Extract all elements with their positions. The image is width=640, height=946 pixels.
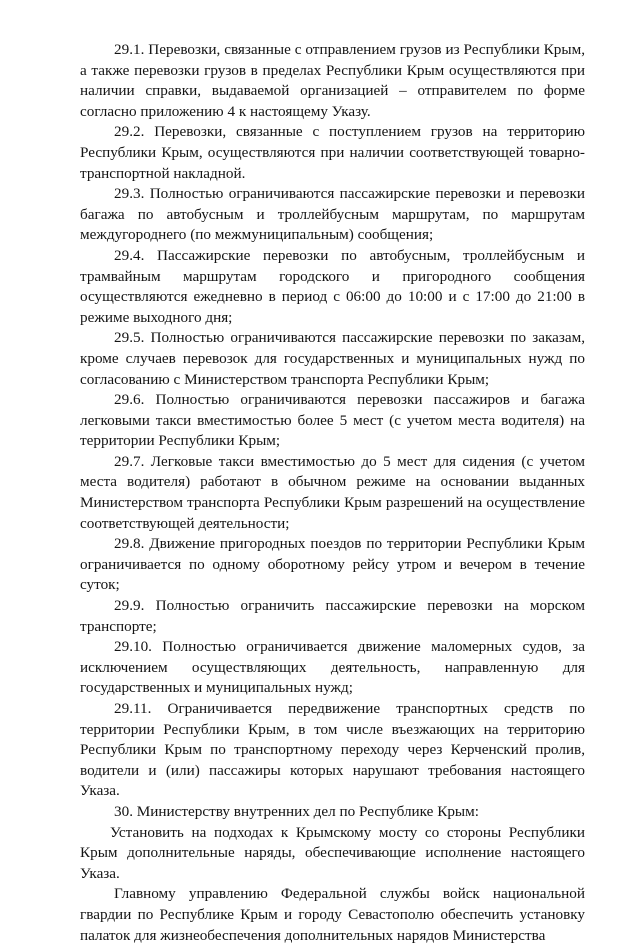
paragraph-29-11: 29.11. Ограничивается передвижение транспортных средств по территории Республики Крым, в том числе въезжающих на территорию Республики Крым по транспортному переходу через Керченский пролив, водители и (или) пассажиры которых нарушают требования настоящего Указа. [80,700,585,800]
paragraph-29-4: 29.4. Пассажирские перевозки по автобусным, троллейбусным и трамвайным маршрутам городского и пригородного сообщения осуществляются ежедневно в период с 06:00 до 10:00 и с 17:00 до 21:00 в режиме выходного дня; [80,246,585,326]
paragraph-29-2: 29.2. Перевозки, связанные с поступлением грузов на территорию Республики Крым, осуществляются при наличии соответствующей товарно-транспортной накладной. [80,123,585,182]
paragraph-29-8: 29.8. Движение пригородных поездов по территории Республики Крым ограничивается по одному оборотному рейсу утром и вечером в течение суток; [80,535,585,594]
paragraph-29-1: 29.1. Перевозки, связанные с отправлением грузов из Республики Крым, а также перевозки грузов в пределах Республики Крым осуществляются при наличии справки, выдаваемой организацией – отправителем по форме согласно приложению 4 к настоящему Указу. [80,41,585,120]
paragraph-30-mvd: Установить на подходах к Крымскому мосту со стороны Республики Крым дополнительные наряды, обеспечивающие исполнение настоящего Указа. [80,823,585,882]
paragraph-29-6: 29.6. Полностью ограничиваются перевозки пассажиров и багажа легковыми такси вместимостью более 5 мест (с учетом места водителя) на территории Республики Крым; [80,391,585,450]
paragraph-29-9: 29.9. Полностью ограничить пассажирские перевозки на морском транспорте; [80,597,585,635]
document-page [80,40,585,946]
paragraph-29-3: 29.3. Полностью ограничиваются пассажирские перевозки и перевозки багажа по автобусным и троллейбусным маршрутам, по маршрутам междугороднего (по межмуниципальным) сообщения; [80,185,585,244]
paragraph-29-10: 29.10. Полностью ограничивается движение маломерных судов, за исключением осуществляющих деятельность, направленную для государственных и муниципальных нужд; [80,638,585,697]
paragraph-30-rosgvardia: Главному управлению Федеральной службы войск национальной гвардии по Республике Крым и городу Севастополю обеспечить установку палаток для жизнеобеспечения дополнительных нарядов Министерства [80,885,585,944]
paragraph-29-5: 29.5. Полностью ограничиваются пассажирские перевозки по заказам, кроме случаев перевозок для государственных и муниципальных нужд по согласованию с Министерством транспорта Республики Крым; [80,329,585,388]
paragraph-30: 30. Министерству внутренних дел по Республике Крым: [114,802,479,820]
paragraph-29-7: 29.7. Легковые такси вместимостью до 5 мест для сидения (с учетом места водителя) работают в обычном режиме на основании выданных Министерством транспорта Республики Крым разрешений на осуществление соответствующей деятельности; [80,452,585,532]
